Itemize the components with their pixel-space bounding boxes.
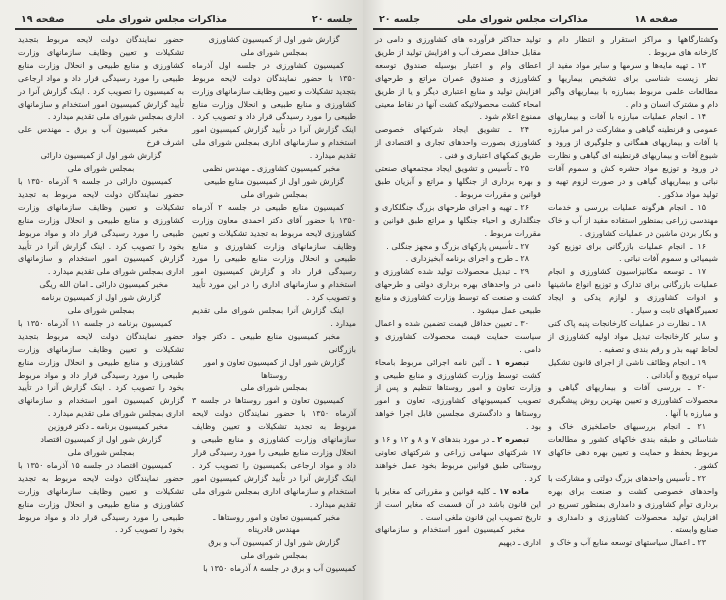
clause-label: تبصره ۱ bbox=[495, 357, 530, 367]
paragraph-text: ۲۸ ـ طرح و اجرای برنامه آبخیزداری . bbox=[405, 254, 529, 264]
paragraph-text: بمجلس شورای ملی bbox=[67, 448, 135, 457]
section-heading bbox=[192, 550, 356, 563]
section-heading bbox=[192, 537, 356, 550]
section-heading bbox=[18, 305, 184, 318]
paragraph-text: مخبر کمیسیون دارائی ـ امان الله ریگی bbox=[39, 280, 168, 290]
clause-label: ماده ۱۷ bbox=[498, 486, 529, 496]
paragraph-text: ۱۹ ـ انجام وظائف ناشی از اجرای قانون تشکیل سپاه ترویج و آبادانی . bbox=[548, 357, 718, 380]
paragraph-text: مخبر کمیسیون آب و برق ـ مهندس علی اشرف فرخ bbox=[18, 125, 184, 148]
paragraph-text: وکشتارگاهها و مراکز استقرار و انتظار دام و کارخانه های مربوط . bbox=[548, 35, 718, 57]
paragraph-text: گزارش شور اول از کمیسیون منابع طبیعی bbox=[204, 176, 344, 186]
publication-title: مذاکرات مجلس شورای ملی bbox=[96, 14, 227, 25]
paragraph-text: ۱۴ ـ انجام عملیات مبارزه با آفات و بیماریهای عمومی و قرنطینه گیاهی و مشارکت در امر مبارزه با آفات و بیماریهای همگانی و جلوگیری از ورود و شیوع آفات و بیماریهای قرنطینه ای گیاهی و نظارت در ورود و توزیع مواد حشره کش و سموم آفات نباتی و بیماریهای گیاهی و در صورت لزوم تهیه و تولید مواد مذکور . bbox=[548, 112, 718, 199]
section-heading bbox=[18, 447, 184, 460]
session-number: جلسه ۲۰ bbox=[379, 14, 421, 25]
paragraph bbox=[192, 202, 356, 305]
paragraph bbox=[548, 382, 718, 421]
page-number: صفحه ۱۹ bbox=[21, 14, 65, 25]
section-heading bbox=[192, 382, 356, 395]
paragraph-text: مخبر کمیسیون تعاون و امور روستاها ـ bbox=[213, 512, 340, 522]
paragraph bbox=[18, 176, 184, 279]
signature-line bbox=[192, 331, 356, 357]
paragraph-text: کمیسیون برنامه در جلسه ۱۱ آذرماه ۱۳۵۰ با حضور نمایندگان دولت لایحه مربوط بتجدید تشکیلات و تعیین وظایف سازمانهای وزارت کشاورزی و منابع طبیعی و انحلال وزارت منابع طبیعی را مورد رسیدگی قرار داد و مواد مربوط بخود را تصویب کرد . اینک گزارش آنرا در تأیید گزارش کمیسیون امور استخدام و سازمانهای اداری بمجلس شورای ملی تقدیم میدارد . bbox=[18, 318, 184, 419]
paragraph bbox=[375, 253, 541, 266]
paragraph-text: ۳۰ ـ تعیین حداقل قیمت تضمین شده و اعمال سیاست حمایت قیمت محصولات کشاورزی و دامی . bbox=[375, 318, 541, 354]
paragraph-text: مخبر کمیسیون امور استخدام و سازمانهای اداری ـ دیهیم bbox=[375, 525, 541, 548]
paragraph-text: بمجلس شورای ملی bbox=[240, 383, 308, 393]
section-heading bbox=[18, 292, 184, 305]
paragraph-text: ۲۲ ـ تأسیس واحدهای بزرگ دولتی و مشارکت با واحدهای خصوصی کشت و صنعت برای بهره برداری توأم کشاورزی و دامداری بمنظور تسریع در افزایش تولید محصولات کشاورزی و دامداری و صنایع وابسته . bbox=[548, 473, 718, 535]
paragraph bbox=[375, 124, 541, 163]
section-heading bbox=[192, 524, 356, 537]
paragraph-text: کمیسیون کشاورزی در جلسه اول آذرماه ۱۳۵۰ با حضور نمایندگان دولت لایحه مربوط بتجدید تشکیلات و تعیین وظایف سازمانهای وزارت کشاورزی و منابع طبیعی و انحلال وزارت منابع طبیعی را مورد رسیدگی قرار داد و تصویب کرد . اینک گزارش آنرا در تأیید گزارش کمیسیون امور استخدام و سازمانهای اداری بمجلس شورای ملی تقدیم میدارد . bbox=[192, 60, 356, 161]
paragraph-text: گزارش شور اول از کمیسیون تعاون و امور روستاها bbox=[203, 357, 345, 380]
paragraph-text: ۲۹ ـ تبدیل محصولات تولید شده کشاورزی و دامی در واحدهای بهره برداری دولتی و طرحهای کشت و صنعت که توسط وزارت کشاورزی و منابع طبیعی عمل میشود . bbox=[375, 267, 541, 316]
paragraph-text: ـ کلیه قوانین و مقرراتی که مغایر با این قانون باشد در آن قسمت که مغایر است از تاریخ تصویب این قانون ملغی است . bbox=[375, 486, 541, 522]
section-heading bbox=[192, 189, 356, 202]
paragraph-text: بمجلس شورای ملی bbox=[67, 164, 135, 174]
paragraph bbox=[548, 318, 718, 357]
paragraph-text: اینک گزارش آنرا بمجلس شورای ملی تقدیم میدارد . bbox=[192, 306, 356, 328]
paragraph-text: ۲۰ ـ بررسی آفات و بیماریهای گیاهی و محصولات کشاورزی و تعیین بهترین روش پیشگیری و مبارزه با آنها . bbox=[548, 383, 718, 419]
paragraph-text: کمیسیون منابع طبیعی در جلسه ۲ آذرماه ۱۳۵۰ با حضور آقای دکتر احمدی معاون وزارت کشاورزی لایحه مربوط به تجدید تشکیلات و تعیین وظایف سازمانهای وزارت کشاورزی و منابع طبیعی و انحلال وزارت منابع طبیعی را مورد رسیدگی قرار داد و گزارش کمیسیون امور استخدام و سازمانهای اداری را در این مورد تأیید و تصویب کرد . bbox=[192, 202, 356, 303]
paragraph bbox=[548, 266, 718, 318]
paragraph-text: گزارش شور اول از کمیسیون کشاورزی bbox=[208, 35, 340, 44]
publication-title: مذاکرات مجلس شورای ملی bbox=[457, 14, 588, 25]
section-heading bbox=[192, 47, 356, 60]
text-column-left bbox=[18, 34, 184, 537]
paragraph bbox=[375, 318, 541, 357]
page-header bbox=[373, 12, 718, 30]
paragraph-text: تولید حداکثر فرآورده های کشاورزی و دامی در مقابل حداقل مصرف آب و افزایش تولید از طریق اعطای وام و اعتبار بوسیله صندوق توسعه کشاورزی و صندوق عمران مراتع و طرحهای افزایش تولید و منابع اعتباری دیگر و یا از طریق امحاء کشت محصولاتیکه کشت آنها در نقاط معینی ممنوع اعلام شود . bbox=[375, 35, 541, 122]
page-header bbox=[15, 12, 357, 30]
paragraph-text: کمیسیون دارائی در جلسه ۹ آذرماه ۱۳۵۰ با حضور نمایندگان دولت لایحه مربوط به تجدید تشکیلات و تعیین وظایف سازمانهای وزارت کشاورزی و منابع طبیعی و انحلال وزارت منابع طبیعی را مورد رسیدگی قرار داد و مواد مربوط بخود را تصویب کرد . اینک گزارش آنرا در تأیید گزارش کمیسیون امور استخدام و سازمانهای اداری بمجلس شورای ملی تقدیم میدارد . bbox=[18, 176, 184, 277]
paragraph-text: کمیسیون اقتصاد در جلسه ۱۵ آذرماه ۱۳۵۰ با حضور نمایندگان دولت لایحه مربوط به تجدید تشکیلات و تعیین وظایف سازمانهای وزارت کشاورزی و منابع طبیعی و انحلال وزارت منابع طبیعی را مورد رسیدگی قرار داد و مواد مربوط بخود را تصویب کرد . bbox=[18, 460, 184, 535]
paragraph-text: ۱۳ ـ تهیه مایه‌ها و سرمها و سایر مواد مفید از نظر زیست شناسی برای تشخیص بیماریها و مطالعات علمی مربوط بمبارزه با بیماریهای واگیر دام و مشترک انسان و دام . bbox=[548, 60, 718, 109]
paragraph-text: ـ آئین نامه اجرائی مربوط بامحاء کشت توسط وزارت کشاورزی و منابع طبیعی و وزارت تعاون و امور روستاها تنظیم و پس از تصویب کمیسیونهای کشاورزی، تعاون و امور روستاها و دادگستری مجلسین قابل اجرا خواهد بود . bbox=[375, 357, 541, 432]
paragraph bbox=[192, 60, 356, 163]
paragraph bbox=[18, 34, 184, 124]
paragraph-text: بمجلس شورای ملی bbox=[67, 306, 135, 316]
paragraph-text: ـ در مورد بندهای ۷ و ۸ و ۱۲ و ۱۶ و ۱۷ شرکتهای سهامی زراعی و شرکتهای تعاونی روستائی طبق قوانین مربوط بخود عمل خواهند کرد . bbox=[375, 435, 541, 483]
section-heading bbox=[18, 434, 184, 447]
page-number: صفحه ۱۸ bbox=[634, 14, 678, 25]
section-heading bbox=[18, 163, 184, 176]
signature-line bbox=[192, 512, 356, 525]
signature-line bbox=[192, 163, 356, 176]
paragraph-text: گزارش شور اول از کمیسیون اقتصاد bbox=[40, 435, 162, 445]
paragraph bbox=[192, 563, 356, 576]
paragraph bbox=[375, 357, 541, 434]
paragraph-text: گزارش شور اول از کمیسیون برنامه bbox=[41, 293, 161, 303]
clause-label: تبصره ۲ bbox=[497, 435, 530, 445]
paragraph-text: ۱۶ ـ انجام عملیات بازرگانی برای توزیع کود شیمیائی و سموم آفات نباتی . bbox=[548, 241, 718, 264]
session-number: جلسه ۲۰ bbox=[311, 14, 353, 25]
paragraph bbox=[192, 395, 356, 511]
paragraph bbox=[375, 34, 541, 124]
paragraph bbox=[192, 305, 356, 331]
signature-line bbox=[18, 279, 184, 292]
signature-line bbox=[18, 124, 184, 150]
paragraph bbox=[548, 537, 718, 550]
paragraph bbox=[18, 318, 184, 421]
paragraph-text: مخبر کمیسیون برنامه ـ دکتر فروزین bbox=[47, 422, 168, 432]
paragraph-text: مهندس قادرپناه bbox=[248, 525, 300, 535]
text-column-left bbox=[375, 34, 541, 550]
text-column-right bbox=[548, 34, 718, 550]
paragraph-text: ۱۵ ـ انجام هرگونه عملیات بررسی و خدمات مهندسی زراعی بمنظور استفاده مفید از آب و خاک و بکار بردن ماشین در عملیات کشاورزی . bbox=[548, 202, 718, 238]
signature-line bbox=[18, 421, 184, 434]
paragraph-text: ۱۷ ـ توسعه مکانیزاسیون کشاورزی و انجام عملیات بازرگانی برای تدارک و توزیع انواع ماشینها و ادوات کشاورزی و لوازم یدکی و ایجاد تعمیرگاههای ثابت و سیار . bbox=[548, 267, 718, 316]
paragraph bbox=[375, 202, 541, 241]
paragraph bbox=[375, 266, 541, 318]
paragraph-text: گزارش شور اول از کمیسیون آب و برق bbox=[208, 538, 340, 548]
paragraph bbox=[375, 163, 541, 202]
paragraph bbox=[548, 60, 718, 112]
paragraph bbox=[548, 421, 718, 473]
paragraph-text: بمجلس شورای ملی bbox=[240, 189, 308, 199]
paragraph-text: ۲۶ ـ تهیه و اجرای طرحهای بزرگ جنگلکاری و جنگلداری و احیاء جنگلها و مراتع طبق قوانین و مقررات مربوط . bbox=[375, 202, 541, 238]
section-heading bbox=[192, 176, 356, 189]
right-page bbox=[363, 0, 726, 600]
text-column-right bbox=[192, 34, 356, 576]
signature-line bbox=[375, 524, 541, 550]
paragraph bbox=[548, 202, 718, 241]
paragraph bbox=[548, 34, 718, 60]
paragraph-text: کمیسیون آب و برق در جلسه ۸ آذرماه ۱۳۵۰ با bbox=[203, 564, 356, 574]
paragraph bbox=[548, 241, 718, 267]
paragraph-text: بمجلس شورای ملی bbox=[240, 47, 308, 57]
paragraph-text: ۲۷ ـ تأسیس پارکهای بزرگ و مجهز جنگلی . bbox=[386, 241, 529, 251]
paragraph-text: ۱۸ ـ نظارت در عملیات کارخانجات پنبه پاک کنی و سایر کارخانجات تبدیل مواد اولیه کشاورزی از لحاظ تهیه بذر و رقم بندی و تصفیه . bbox=[548, 318, 718, 354]
paragraph-text: حضور نمایندگان دولت لایحه مربوط بتجدید تشکیلات و تعیین وظایف سازمانهای وزارت کشاورزی و منابع طبیعی و انحلال وزارت منابع طبیعی را مورد رسیدگی قرار داد و مواد ارجاعی به کمیسیون را تصویب کرد . اینک گزارش آنرا در تأیید گزارش کمیسیون امور استخدام و سازمانهای اداری بمجلس شورای ملی تقدیم میدارد . bbox=[18, 35, 184, 122]
paragraph-text: کمیسیون تعاون و امور روستاها در جلسه ۳ آذرماه ۱۳۵۰ با حضور نمایندگان دولت لایحه مربوط به تجدید تشکیلات و تعیین وظایف سازمانهای وزارت کشاورزی و منابع طبیعی و انحلال وزارت منابع طبیعی را مورد رسیدگی قرار داد و مواد ارجاعی بکمیسیون را تصویب کرد . اینک گزارش آنرا در تأیید گزارش کمیسیون امور استخدام و سازمانهای اداری بمجلس شورای ملی تقدیم میدارد . bbox=[192, 396, 356, 509]
section-heading bbox=[192, 34, 356, 47]
paragraph bbox=[375, 486, 541, 525]
paragraph-text: ۲۴ ـ تشویق ایجاد شرکتهای خصوصی کشاورزی بصورت واحدهای تجاری و اقتصادی از طریق کمکهای اعتباری و فنی . bbox=[375, 125, 541, 161]
paragraph-text: مخبر کمیسیون منابع طبیعی ـ دکتر جواد بازرگانی bbox=[192, 331, 356, 354]
section-heading bbox=[18, 150, 184, 163]
section-heading bbox=[192, 357, 356, 383]
paragraph-text: ۲۳ ـ اعمال سیاستهای توسعه منابع آب و خاک و bbox=[550, 538, 706, 548]
paragraph-text: گزارش شور اول از کمیسیون دارائی bbox=[40, 151, 162, 161]
paragraph bbox=[548, 111, 718, 201]
paragraph-text: ۲۵ ـ تأسیس و تشویق ایجاد مجتمعهای صنعتی و بهره برداری از جنگلها و مراتع و آبزیان طبق قوانین و مقررات مربوط . bbox=[375, 164, 541, 199]
paragraph bbox=[375, 434, 541, 486]
paragraph bbox=[18, 460, 184, 537]
paragraph bbox=[375, 241, 541, 254]
paragraph bbox=[548, 357, 718, 383]
paragraph bbox=[548, 473, 718, 538]
paragraph-text: مخبر کمیسیون کشاورزی ـ مهندس نظمی bbox=[202, 164, 340, 174]
paragraph-text: ۲۱ ـ انجام بررسیهای حاصلخیزی خاک و شناسائی و طبقه بندی خاکهای کشور و مطالعات مربوط بحفظ و حمایت و تعیین بهره دهی خاکهای کشور . bbox=[548, 422, 718, 470]
paragraph-text: بمجلس شورای ملی bbox=[240, 551, 308, 561]
